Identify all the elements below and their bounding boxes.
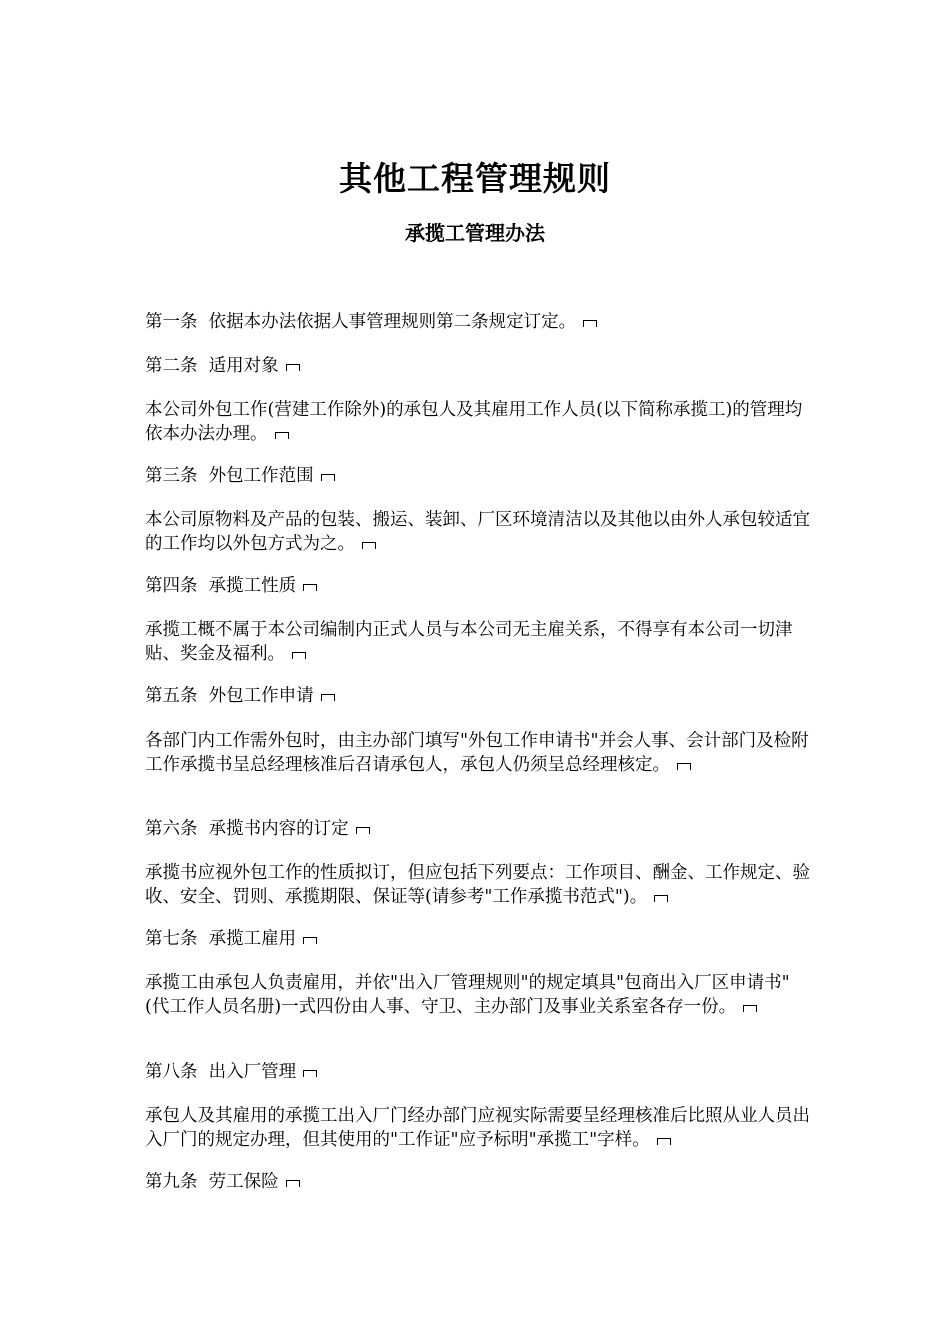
paragraph-text: 第六条 承揽书内容的订定 — [145, 819, 349, 839]
paragraph-mark-icon — [582, 315, 598, 329]
paragraph-mark-icon — [656, 1133, 672, 1147]
paragraph-text: 第三条 外包工作范围 — [145, 466, 314, 486]
article-4-body — [145, 618, 810, 666]
paragraph-mark-icon — [676, 758, 692, 772]
paragraph-mark-icon — [320, 689, 336, 703]
article-8-heading — [145, 1060, 810, 1084]
paragraph-mark-icon — [320, 469, 336, 483]
article-2-heading — [145, 354, 810, 378]
paragraph-text: 本公司原物料及产品的包装、搬运、装卸、厂区环境清洁以及其他以由外人承包较适宜的工作均以外包方式为之。 — [145, 510, 810, 554]
paragraph-mark-icon — [742, 1000, 758, 1014]
article-6-body — [145, 861, 810, 909]
article-5-body — [145, 729, 810, 777]
paragraph-text: 各部门内工作需外包时，由主办部门填写"外包工作申请书"并会人事、会计部门及检附工作承揽书呈总经理核准后召请承包人，承包人仍须呈总经理核定。 — [145, 731, 809, 775]
paragraph-mark-icon — [302, 579, 318, 593]
paragraph-text: 第八条 出入厂管理 — [145, 1062, 297, 1082]
paragraph-text: 本公司外包工作(营建工作除外)的承包人及其雇用工作人员(以下简称承揽工)的管理均依本办法办理。 — [145, 400, 803, 444]
paragraph-text: 第七条 承揽工雇用 — [145, 929, 297, 949]
paragraph-mark-icon — [355, 822, 371, 836]
article-6-heading — [145, 817, 810, 841]
article-8-body — [145, 1104, 810, 1152]
paragraph-mark-icon — [274, 427, 290, 441]
article-5-heading — [145, 684, 810, 708]
paragraph-mark-icon — [361, 537, 377, 551]
paragraph-mark-icon — [302, 932, 318, 946]
paragraph-text: 承包人及其雇用的承揽工出入厂门经办部门应视实际需要呈经理核准后比照从业人员出入厂门的规定办理，但其使用的"工作证"应予标明"承揽工"字样。 — [145, 1106, 810, 1150]
paragraph-text: 承揽工由承包人负责雇用，并依"出入厂管理规则"的规定填具"包商出入厂区申请书"(代工作人员名册)一式四份由人事、守卫、主办部门及事业关系室各存一份。 — [145, 973, 790, 1017]
article-9-heading — [145, 1170, 810, 1194]
paragraph-text: 第四条 承揽工性质 — [145, 576, 297, 596]
paragraph-mark-icon — [285, 1175, 301, 1189]
article-4-heading — [145, 574, 810, 598]
paragraph-text: 承揽书应视外包工作的性质拟订，但应包括下列要点：工作项目、酬金、工作规定、验收、安全、罚则、承揽期限、保证等(请参考"工作承揽书范式")。 — [145, 863, 810, 907]
paragraph-mark-icon — [302, 1065, 318, 1079]
paragraph-text: 第一条 依据本办法依据人事管理规则第二条规定订定。 — [145, 312, 577, 332]
paragraph-mark-icon — [291, 647, 307, 661]
article-2-body — [145, 398, 810, 446]
paragraph-text: 承揽工概不属于本公司编制内正式人员与本公司无主雇关系，不得享有本公司一切津贴、奖金及福利。 — [145, 620, 793, 664]
document-subtitle: 承揽工管理办法 — [405, 221, 545, 245]
document-title: 其他工程管理规则 — [339, 159, 611, 198]
paragraph-text: 第二条 适用对象 — [145, 356, 279, 376]
article-7-body — [145, 971, 810, 1019]
paragraph-text: 第九条 劳工保险 — [145, 1172, 279, 1192]
paragraph-text: 第五条 外包工作申请 — [145, 686, 314, 706]
article-7-heading — [145, 927, 810, 951]
article-3-body — [145, 508, 810, 556]
article-3-heading — [145, 464, 810, 488]
paragraph-mark-icon — [653, 890, 669, 904]
article-1 — [145, 310, 810, 334]
paragraph-mark-icon — [285, 359, 301, 373]
